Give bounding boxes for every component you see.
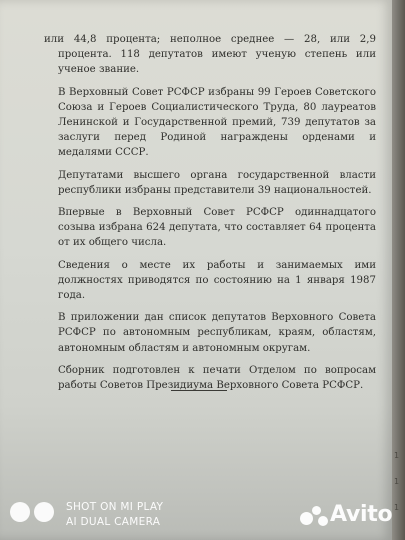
paragraph-awards: В Верховный Совет РСФСР избраны 99 Героев Советского Союза и Героев Социалистического Труда, 80 лауреатов Ленинской и Государственной премий, 739 депутатов за заслуги перед Родиной награждены орденами и медалями СССР. — [58, 86, 376, 159]
avito-logo-icon — [300, 504, 328, 528]
document-text — [44, 32, 376, 400]
edge-mark: 1 — [394, 477, 400, 486]
paragraph-education: или 44,8 процента; неполное среднее — 28, или 2,9 процента. 118 депутатов имеют ученую степень или ученое звание. — [44, 34, 376, 76]
paragraph-prepared-by: Сборник подготовлен к печати Отделом по вопросам работы Советов Президиума Верховного Совета РСФСР. — [58, 364, 376, 392]
site-watermark-text: Avito — [330, 502, 393, 527]
camera-watermark-line2: AI DUAL CAMERA — [66, 516, 161, 528]
camera-watermark — [10, 497, 164, 531]
camera-logo-icon — [10, 502, 62, 524]
site-watermark — [300, 500, 398, 530]
camera-watermark-line1: SHOT ON MI PLAY — [66, 501, 164, 513]
paragraph-first-time: Впервые в Верховный Совет РСФСР одиннадцатого созыва избрана 624 депутата, что составляет 64 процента от их общего числа. — [58, 207, 376, 249]
edge-mark: 1 — [394, 451, 400, 460]
paragraph-nationalities: Депутатами высшего органа государственной власти республики избраны представители 39 национальностей. — [58, 169, 376, 196]
paragraph-appendix: В приложении дан список депутатов Верховного Совета РСФСР по автономным республикам, краям, областям, автономным областям и автономным округам. — [58, 312, 376, 354]
edge-mark: 1 — [394, 503, 400, 512]
paragraph-workplace: Сведения о месте их работы и занимаемых ими должностях приводятся по состоянию на 1 января 1987 года. — [58, 259, 376, 302]
section-divider — [171, 390, 227, 391]
